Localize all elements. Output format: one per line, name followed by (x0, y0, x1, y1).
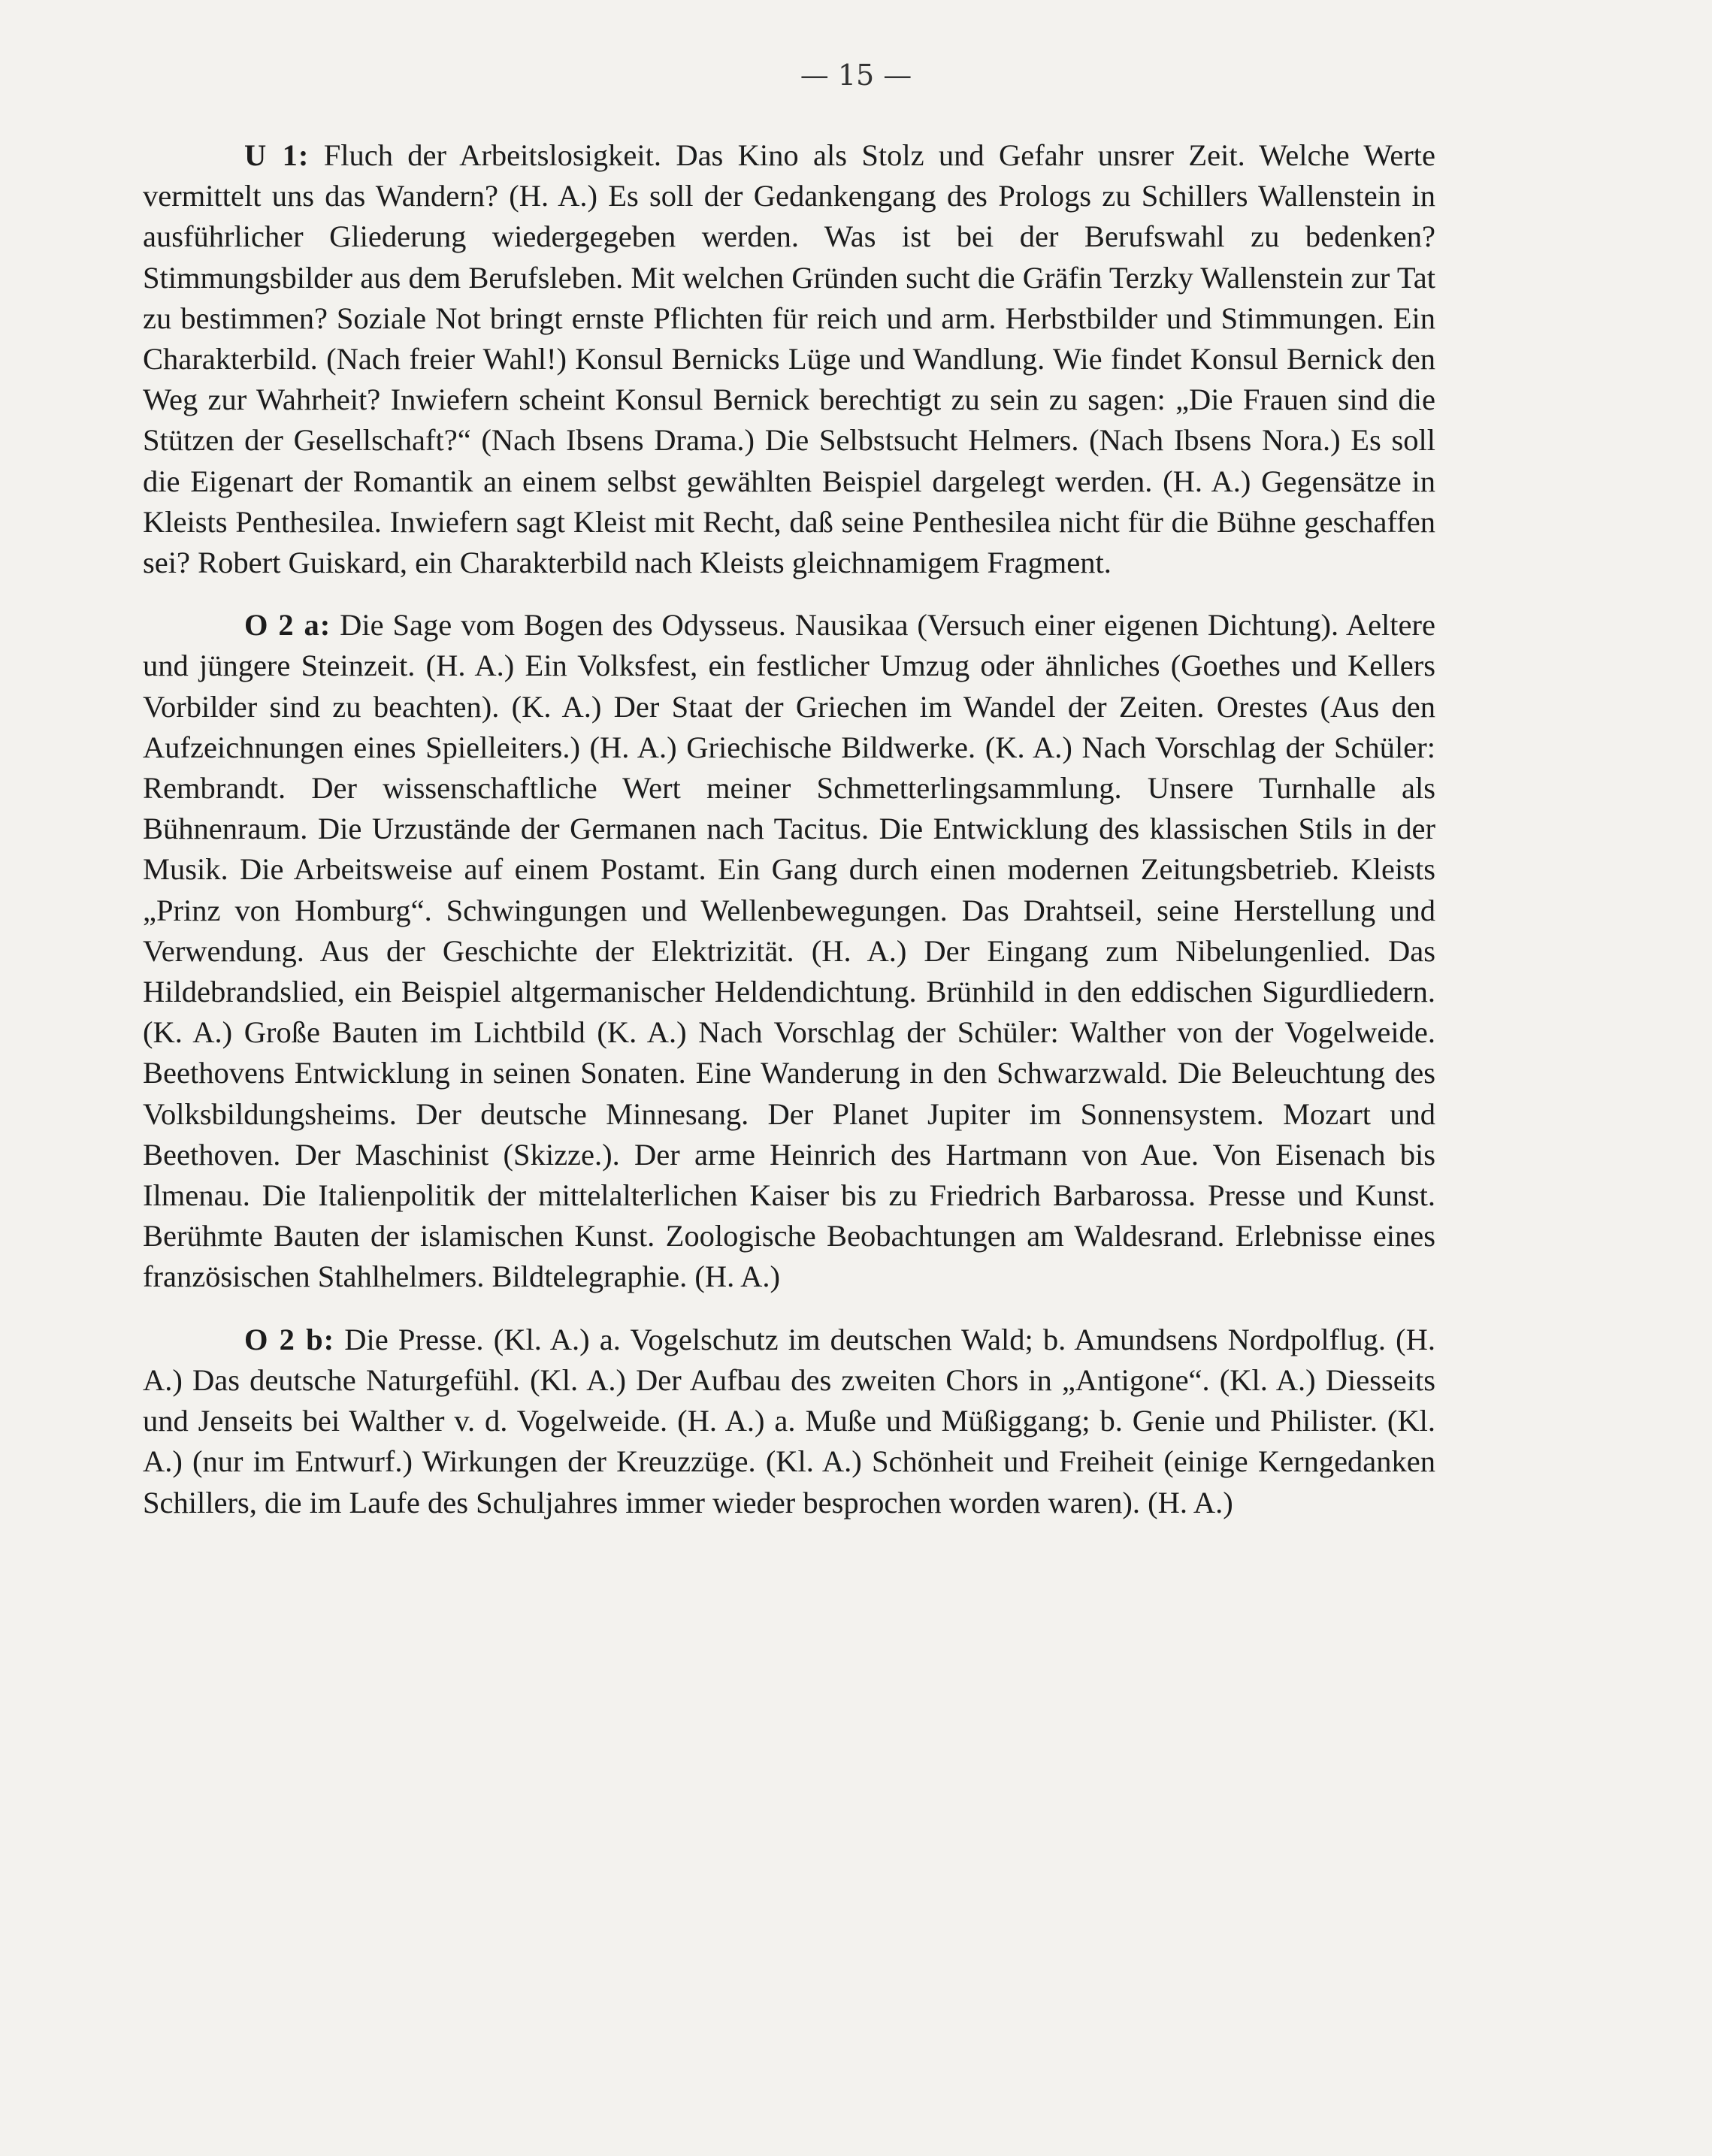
page-body (143, 135, 1435, 1545)
page-number: — 15 — (800, 59, 912, 92)
section-label: U 1: (244, 138, 310, 172)
section-text: Die Presse. (Kl. A.) a. Vogelschutz im deutschen Wald; b. Amundsens Nordpolflug. (H. A.) Das deutsche Naturgefühl. (Kl. A.) Der Aufbau des zweiten Chors in „Antigone“. (Kl. A.) Diesseits und Jenseits bei Walther v. d. Vogelweide. (H. A.) a. Muße und Müßiggang; b. Genie und Philister. (Kl. A.) (nur im Entwurf.) Wirkungen der Kreuzzüge. (Kl. A.) Schönheit und Freiheit (einige Kerngedanken Schillers, die im Laufe des Schuljahres immer wieder besprochen worden waren). (H. A.) (143, 1322, 1436, 1519)
section-label: O 2 b: (244, 1322, 335, 1356)
section-text: Die Sage vom Bogen des Odysseus. Nausikaa (Versuch einer eigenen Dichtung). Aeltere und jüngere Steinzeit. (H. A.) Ein Volksfest, ein festlicher Umzug oder ähnliches (Goethes und Kellers Vorbilder sind zu beachten). (K. A.) Der Staat der Griechen im Wandel der Zeiten. Orestes (Aus den Aufzeichnungen eines Spielleiters.) (H. A.) Griechische Bildwerke. (K. A.) Nach Vorschlag der Schüler: Rembrandt. Der wissenschaftliche Wert meiner Schmetterlingsammlung. Unsere Turnhalle als Bühnenraum. Die Urzustände der Germanen nach Tacitus. Die Entwicklung des klassischen Stils in der Musik. Die Arbeitsweise auf einem Postamt. Ein Gang durch einen modernen Zeitungsbetrieb. Kleists „Prinz von Homburg“. Schwingungen und Wellenbewegungen. Das Drahtseil, seine Herstellung und Verwendung. Aus der Geschichte der Elektrizität. (H. A.) Der Eingang zum Nibelungenlied. Das Hildebrandslied, ein Beispiel altgermanischer Heldendichtung. Brünhild in den eddischen Sigurdliedern. (K. A.) Große Bauten im Lichtbild (K. A.) Nach Vorschlag der Schüler: Walther von der Vogelweide. Beethovens Entwicklung in seinen Sonaten. Eine Wanderung in den Schwarzwald. Die Beleuchtung des Volksbildungsheims. Der deutsche Minnesang. Der Planet Jupiter im Sonnensystem. Mozart und Beethoven. Der Maschinist (Skizze.). Der arme Heinrich des Hartmann von Aue. Von Eisenach bis Ilmenau. Die Italienpolitik der mittelalterlichen Kaiser bis zu Friedrich Barbarossa. Presse und Kunst. Berühmte Bauten der islamischen Kunst. Zoologische Beobachtungen am Waldesrand. Erlebnisse eines französischen Stahlhelmers. Bildtelegraphie. (H. A.) (143, 608, 1435, 1294)
section-o2b (143, 1320, 1435, 1523)
section-u1 (143, 135, 1435, 583)
section-o2a (143, 605, 1435, 1297)
section-text: Fluch der Arbeitslosigkeit. Das Kino als Stolz und Gefahr unsrer Zeit. Welche Werte vermittelt uns das Wandern? (H. A.) Es soll der Gedankengang des Prologs zu Schillers Wallenstein in ausführlicher Gliederung wiedergegeben werden. Was ist bei der Berufswahl zu bedenken? Stimmungsbilder aus dem Berufsleben. Mit welchen Gründen sucht die Gräfin Terzky Wallenstein zur Tat zu bestimmen? Soziale Not bringt ernste Pflichten für reich und arm. Herbstbilder und Stimmungen. Ein Charakterbild. (Nach freier Wahl!) Konsul Bernicks Lüge und Wandlung. Wie findet Konsul Bernick den Weg zur Wahrheit? Inwiefern scheint Konsul Bernick berechtigt zu sein zu sagen: „Die Frauen sind die Stützen der Gesellschaft?“ (Nach Ibsens Drama.) Die Selbstsucht Helmers. (Nach Ibsens Nora.) Es soll die Eigenart der Romantik an einem selbst gewählten Beispiel dargelegt werden. (H. A.) Gegensätze in Kleists Penthesilea. Inwiefern sagt Kleist mit Recht, daß seine Penthesilea nicht für die Bühne geschaffen sei? Robert Guiskard, ein Charakterbild nach Kleists gleichnamigem Fragment. (143, 138, 1436, 580)
section-label: O 2 a: (244, 608, 331, 643)
